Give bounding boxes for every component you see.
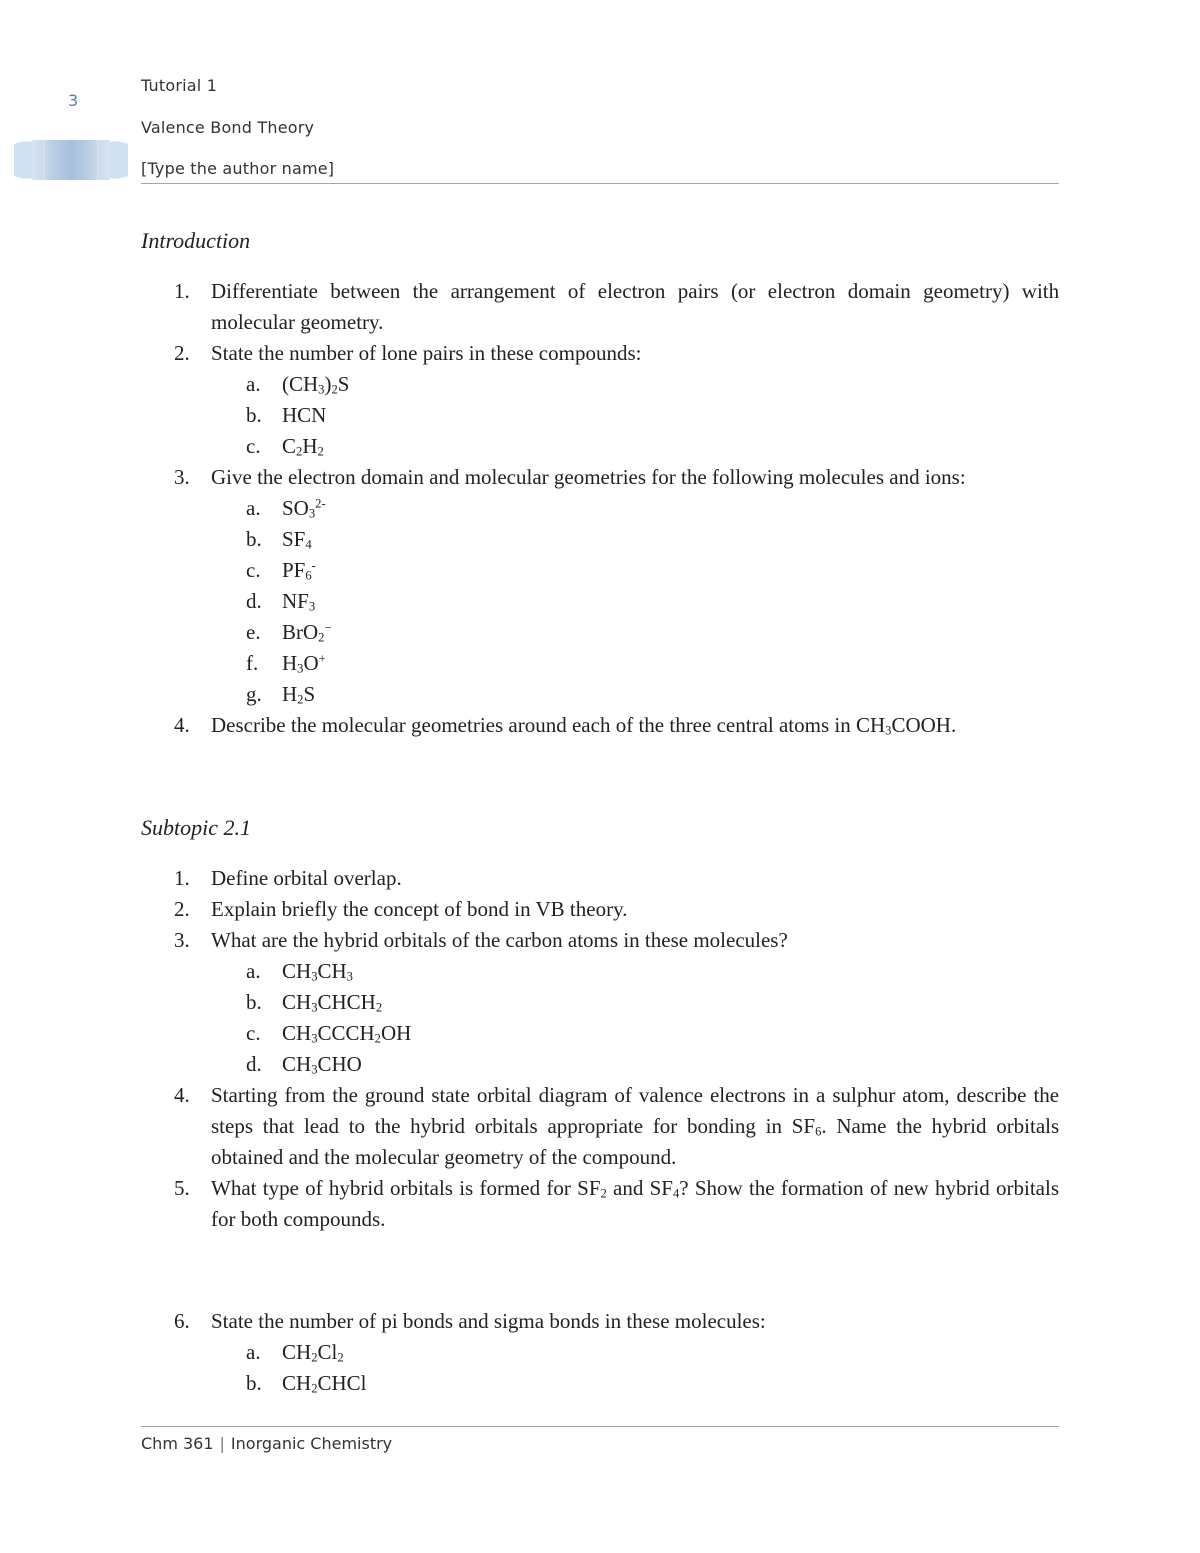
sub-question-item bbox=[0, 369, 1200, 400]
chemical-formula: $CH_3CHCH_2$ bbox=[282, 990, 383, 1015]
page-number: 3 bbox=[68, 91, 79, 110]
sub-question-item bbox=[0, 1368, 1200, 1399]
question-number: 3. bbox=[174, 928, 190, 952]
sub-question-item bbox=[0, 1049, 1200, 1080]
sub-question-item bbox=[0, 679, 1200, 710]
header-rule bbox=[141, 183, 1059, 184]
question-number: 3. bbox=[174, 465, 190, 489]
question-item bbox=[0, 1080, 1200, 1173]
question-number: 2. bbox=[174, 341, 190, 365]
sub-question-item bbox=[0, 400, 1200, 431]
sub-question-item bbox=[0, 1337, 1200, 1368]
tutorial-title: Tutorial 1 bbox=[141, 76, 218, 95]
footer-subject: Inorganic Chemistry bbox=[230, 1434, 393, 1453]
question-item bbox=[0, 1306, 1200, 1337]
header-tab-decoration bbox=[14, 138, 128, 182]
sub-question-label: c. bbox=[246, 434, 261, 458]
question-item bbox=[0, 338, 1200, 369]
sub-question-item bbox=[0, 493, 1200, 524]
sub-question-label: g. bbox=[246, 682, 262, 706]
sub-question-label: a. bbox=[246, 496, 261, 520]
chemical-formula: $NF_3$ bbox=[282, 589, 316, 614]
question-item bbox=[0, 710, 1200, 741]
sub-question-label: a. bbox=[246, 372, 261, 396]
question-text: State the number of lone pairs in these compounds: bbox=[211, 341, 642, 365]
question-number: 2. bbox=[174, 897, 190, 921]
topic-title: Valence Bond Theory bbox=[141, 118, 315, 137]
question-text: Differentiate between the arrangement of electron pairs (or electron domain geometry) with molecular geometry. bbox=[211, 279, 1060, 334]
chemical-formula: $PF_6^-$ bbox=[282, 558, 316, 583]
sub-question-label: c. bbox=[246, 558, 261, 582]
sub-question-label: d. bbox=[246, 589, 262, 613]
section-title: Introduction bbox=[141, 228, 251, 253]
question-text: What type of hybrid orbitals is formed for $SF_2$ and $SF_4$? Show the formation of new hybrid orbitals for both compounds. bbox=[211, 1176, 1060, 1231]
section-title: Subtopic 2.1 bbox=[141, 815, 251, 840]
sub-question-item bbox=[0, 1018, 1200, 1049]
sub-question-item bbox=[0, 617, 1200, 648]
question-item bbox=[0, 1173, 1200, 1235]
chemical-formula: $(CH_3)_2S$ bbox=[282, 372, 350, 397]
footer-rule bbox=[141, 1426, 1059, 1427]
question-text: Starting from the ground state orbital diagram of valence electrons in a sulphur atom, describe the steps that lead to the hybrid orbitals appropriate for bonding in $SF_6$. Name the hybrid orbitals obtained and the molecular geometry of the compound. bbox=[211, 1083, 1060, 1169]
footer-separator: | bbox=[219, 1434, 225, 1453]
sub-question-label: a. bbox=[246, 959, 261, 983]
question-item bbox=[0, 276, 1200, 338]
question-number: 1. bbox=[174, 279, 190, 303]
question-text: Give the electron domain and molecular geometries for the following molecules and ions: bbox=[211, 465, 966, 489]
chemical-formula: $H_3O^+$ bbox=[282, 651, 326, 676]
sub-question-label: d. bbox=[246, 1052, 262, 1076]
author-placeholder: [Type the author name] bbox=[141, 159, 335, 178]
question-number: 1. bbox=[174, 866, 190, 890]
question-text: State the number of pi bonds and sigma bonds in these molecules: bbox=[211, 1309, 766, 1333]
sub-question-label: c. bbox=[246, 1021, 261, 1045]
sub-question-item bbox=[0, 956, 1200, 987]
chemical-formula: $CH_2Cl_2$ bbox=[282, 1340, 344, 1365]
question-item bbox=[0, 925, 1200, 956]
question-item bbox=[0, 894, 1200, 925]
sub-question-label: b. bbox=[246, 527, 262, 551]
chemical-formula: $SF_4$ bbox=[282, 527, 312, 552]
sub-question-label: b. bbox=[246, 990, 262, 1014]
sub-question-item bbox=[0, 555, 1200, 586]
chemical-formula: HCN bbox=[282, 403, 327, 427]
question-text: Define orbital overlap. bbox=[211, 866, 402, 890]
chemical-formula: $CH_2CHCl$ bbox=[282, 1371, 367, 1396]
sub-question-item bbox=[0, 524, 1200, 555]
chemical-formula: BrO$_2$− bbox=[282, 620, 332, 645]
question-item bbox=[0, 863, 1200, 894]
sub-question-item bbox=[0, 987, 1200, 1018]
sub-question-label: f. bbox=[246, 651, 259, 675]
chemical-formula: $C_2H_2$ bbox=[282, 434, 324, 459]
chemical-formula: $CH_3CH_3$ bbox=[282, 959, 353, 984]
sub-question-item bbox=[0, 431, 1200, 462]
question-number: 4. bbox=[174, 713, 190, 737]
question-text: Describe the molecular geometries around each of the three central atoms in $CH_3COOH$. bbox=[211, 713, 957, 738]
chemical-formula: $H_2S$ bbox=[282, 682, 316, 707]
chemical-formula: $SO_3^{2-}$ bbox=[282, 496, 326, 521]
question-number: 5. bbox=[174, 1176, 190, 1200]
sub-question-label: a. bbox=[246, 1340, 261, 1364]
question-number: 4. bbox=[174, 1083, 190, 1107]
question-text: Explain briefly the concept of bond in VB theory. bbox=[211, 897, 628, 921]
footer bbox=[141, 1434, 392, 1453]
sub-question-item bbox=[0, 648, 1200, 679]
sub-question-label: b. bbox=[246, 1371, 262, 1395]
sub-question-item bbox=[0, 586, 1200, 617]
sub-question-label: e. bbox=[246, 620, 261, 644]
chemical-formula: $CH_3CCCH_2OH$ bbox=[282, 1021, 412, 1046]
question-item bbox=[0, 462, 1200, 493]
question-text: What are the hybrid orbitals of the carbon atoms in these molecules? bbox=[211, 928, 788, 952]
question-number: 6. bbox=[174, 1309, 190, 1333]
chemical-formula: $CH_3CHO$ bbox=[282, 1052, 362, 1077]
sub-question-label: b. bbox=[246, 403, 262, 427]
footer-course: Chm 361 bbox=[141, 1434, 214, 1453]
